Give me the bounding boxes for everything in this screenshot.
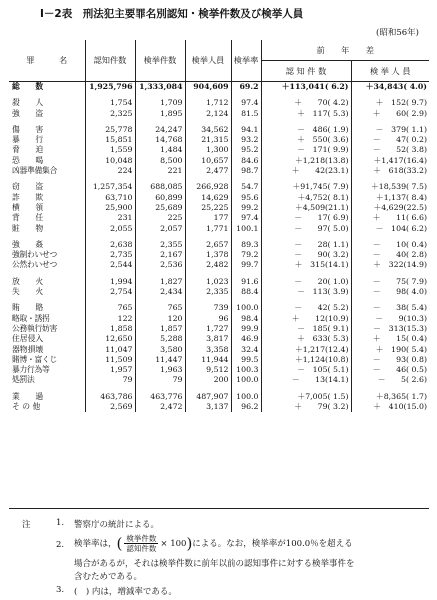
rate-cell: 79.2	[231, 250, 261, 260]
persons-cell: 3,358	[185, 345, 231, 355]
crime-name-cell	[9, 402, 85, 412]
recognized-cell: 1,858	[85, 324, 135, 334]
diff-persons-cell: ＋4,629(22.5)	[373, 202, 427, 212]
diff-recognized-cell: － 20( 1.0)	[261, 277, 351, 287]
cleared-cell: 1,857	[135, 324, 185, 334]
persons-cell: 1,771	[185, 224, 231, 234]
persons-cell: 3,137	[185, 402, 231, 412]
persons-cell: 2,477	[185, 166, 231, 176]
rate-cell: 54.7	[231, 182, 261, 192]
diff-recognized-cell: － 28( 1.1)	[261, 240, 351, 250]
crime-name: 傷 害	[12, 124, 44, 134]
table-row	[9, 182, 429, 192]
table-body	[9, 82, 429, 413]
table-row	[9, 166, 429, 176]
cleared-cell: 1,484	[135, 145, 185, 155]
rate-cell: 100.0	[231, 303, 261, 313]
recognized-cell: 2,638	[85, 240, 135, 250]
table-row	[9, 260, 429, 270]
diff-recognized-cell: ＋ 42(23.1)	[261, 166, 351, 176]
crime-name: 器物損壊	[12, 344, 44, 354]
cleared-cell: 2,536	[135, 260, 185, 270]
diff-recognized-cell: ＋ 550( 3.6)	[261, 135, 351, 145]
crime-name-cell	[9, 392, 85, 402]
recognized-cell: 11,047	[85, 345, 135, 355]
table-row	[9, 303, 429, 313]
year-note: (昭和56年)	[376, 28, 419, 38]
recognized-cell: 79	[85, 375, 135, 385]
cleared-cell: 5,288	[135, 334, 185, 344]
diff-persons-cell: － 313(15.3)	[373, 323, 427, 333]
cleared-cell: 24,247	[135, 125, 185, 135]
table-row	[9, 240, 429, 250]
persons-cell: 904,609	[185, 82, 231, 93]
fraction-denominator: 認知件数	[126, 544, 157, 553]
persons-cell: 266,928	[185, 182, 231, 192]
recognized-cell: 12,650	[85, 334, 135, 344]
note-2-suffix: による。なお，検挙率が100.0％を超える	[192, 539, 353, 549]
table-row	[9, 125, 429, 135]
table-row	[9, 98, 429, 108]
crime-name-cell	[9, 277, 85, 287]
crime-name: 暴 行	[12, 135, 44, 145]
crime-name-cell	[9, 250, 85, 260]
table-row	[9, 135, 429, 145]
crime-name-cell	[9, 166, 85, 176]
rate-cell: 100.0	[231, 392, 261, 402]
crime-name-cell	[9, 145, 85, 155]
table-row	[9, 156, 429, 166]
diff-recognized-cell: － 90( 3.2)	[261, 250, 351, 260]
recognized-cell: 231	[85, 213, 135, 223]
persons-cell: 1,300	[185, 145, 231, 155]
crime-name: 暴力行為等	[12, 365, 50, 375]
crime-name-cell	[9, 314, 85, 324]
crime-name: 公務執行妨害	[12, 323, 57, 333]
recognized-cell: 63,710	[85, 193, 135, 203]
rate-cell: 93.2	[231, 135, 261, 145]
persons-cell: 1,023	[185, 277, 231, 287]
recognized-cell: 1,957	[85, 365, 135, 375]
table-row	[9, 314, 429, 324]
cleared-cell: 1,963	[135, 365, 185, 375]
header-diff-recognized: 認 知 件 数	[261, 61, 351, 82]
diff-persons-cell: － 52( 3.8)	[372, 145, 427, 155]
cleared-cell: 1,709	[135, 98, 185, 108]
cleared-cell: 463,776	[135, 392, 185, 402]
table-row	[9, 345, 429, 355]
diff-recognized-cell: － 42( 5.2)	[261, 303, 351, 313]
diff-recognized-cell: ＋7,005( 1.5)	[261, 392, 351, 402]
diff-recognized-cell: ＋ 633( 5.3)	[261, 334, 351, 344]
crime-name-cell	[9, 82, 85, 93]
diff-persons-cell: － 46( 0.5)	[372, 365, 427, 375]
crime-name: 強制わいせつ	[12, 250, 57, 260]
crime-name: 住居侵入	[12, 334, 44, 344]
persons-cell: 1,712	[185, 98, 231, 108]
note-2-line-1: 検挙率は，( $\frac{\text{検挙件数}}{\text{認知件数}}$ × 100)による。なお，検挙率が100.0％を超える	[74, 534, 353, 553]
diff-recognized-cell: ＋1,218(13.8)	[261, 156, 351, 166]
recognized-cell: 1,994	[85, 277, 135, 287]
diff-recognized-cell: ＋ 12(10.9)	[261, 314, 351, 324]
note-2-line-3: 含むためである。	[74, 572, 143, 582]
rate-cell: 32.4	[231, 345, 261, 355]
crime-name: 横 領	[12, 202, 44, 212]
header-persons: 検挙人員	[185, 40, 231, 82]
rate-cell: 84.6	[231, 156, 261, 166]
crime-name-cell	[9, 224, 85, 234]
crime-name-cell	[9, 355, 85, 365]
diff-recognized-cell: ＋4,752( 8.1)	[261, 193, 351, 203]
diff-persons-cell: ＋8,365( 1.7)	[375, 391, 427, 401]
crime-name-cell	[9, 125, 85, 135]
diff-recognized-cell: ＋ 315(14.1)	[261, 260, 351, 270]
crime-name-cell	[9, 98, 85, 108]
note-3-number: 3.	[56, 585, 65, 595]
recognized-cell: 2,569	[85, 402, 135, 412]
diff-recognized-cell: － 185( 9.1)	[261, 324, 351, 334]
crime-name-cell	[9, 203, 85, 213]
persons-cell: 21,315	[185, 135, 231, 145]
table-row	[9, 402, 429, 412]
diff-persons-cell: ＋1,137( 8.4)	[375, 192, 427, 202]
cleared-cell: 225	[135, 213, 185, 223]
cleared-cell: 1,895	[135, 109, 185, 119]
diff-persons-cell: － 10( 0.4)	[372, 239, 427, 249]
table-title: I－2表 刑法犯主要罪名別認知・検挙件数及び検挙人員	[40, 8, 304, 20]
crime-name: 凶器準備集合	[12, 166, 57, 176]
cleared-cell: 1,333,084	[135, 82, 185, 93]
diff-recognized-cell: － 486( 1.9)	[261, 125, 351, 135]
header-crime: 罪 名	[9, 40, 85, 82]
cleared-cell: 2,167	[135, 250, 185, 260]
cleared-cell: 765	[135, 303, 185, 313]
diff-persons-cell: ＋ 410(15.0)	[373, 402, 427, 412]
crime-name-cell	[9, 193, 85, 203]
rate-cell: 91.6	[231, 277, 261, 287]
cleared-cell: 2,057	[135, 224, 185, 234]
crime-name: 強 盗	[12, 108, 44, 118]
crime-name-cell	[9, 365, 85, 375]
rate-cell: 96.2	[231, 402, 261, 412]
crime-name: 業 過	[12, 391, 44, 401]
rate-cell: 98.7	[231, 166, 261, 176]
recognized-cell: 10,048	[85, 156, 135, 166]
rate-cell: 81.5	[231, 109, 261, 119]
cleared-cell: 120	[135, 314, 185, 324]
diff-persons-cell: － 379( 1.1)	[375, 124, 427, 134]
crime-name: 窃 盗	[12, 182, 44, 192]
crime-name-cell	[9, 324, 85, 334]
cleared-cell: 79	[135, 375, 185, 385]
diff-persons-cell: ＋ 152( 9.7)	[375, 98, 427, 108]
persons-cell: 2,657	[185, 240, 231, 250]
diff-persons-cell: ＋ 618(33.2)	[373, 166, 427, 176]
fraction-numerator: 検挙件数	[126, 534, 157, 543]
note-2-number: 2.	[56, 540, 65, 550]
diff-persons-cell: ＋ 322(14.9)	[373, 260, 427, 270]
diff-recognized-cell: ＋1,217(12.4)	[261, 345, 351, 355]
cleared-cell: 3,580	[135, 345, 185, 355]
recognized-cell: 463,786	[85, 392, 135, 402]
diff-persons-cell: － 98( 4.0)	[372, 287, 427, 297]
persons-cell: 200	[185, 375, 231, 385]
header-cleared: 検挙件数	[135, 40, 185, 82]
fraction-multiplier: × 100	[160, 539, 187, 549]
rate-cell: 99.7	[231, 260, 261, 270]
recognized-cell: 2,544	[85, 260, 135, 270]
table-row	[9, 203, 429, 213]
crime-name: 賍 物	[12, 223, 44, 233]
crime-name-cell	[9, 182, 85, 192]
crime-name: 詐 欺	[12, 192, 44, 202]
header-diff-group: 前 年 差	[261, 40, 429, 61]
crime-name: 強 姦	[12, 239, 44, 249]
diff-persons-cell: ＋1,417(16.4)	[373, 155, 427, 165]
recognized-cell: 25,778	[85, 125, 135, 135]
crime-name: そ の 他	[12, 402, 41, 412]
table-row	[9, 109, 429, 119]
rate-cell: 94.1	[231, 125, 261, 135]
rate-cell: 99.5	[231, 355, 261, 365]
persons-cell: 3,817	[185, 334, 231, 344]
table-row	[9, 375, 429, 385]
persons-cell: 9,512	[185, 365, 231, 375]
recognized-cell: 2,055	[85, 224, 135, 234]
diff-recognized-cell: － 13(14.1)	[261, 375, 351, 385]
note-label: 注	[22, 520, 31, 530]
cleared-cell: 25,689	[135, 203, 185, 213]
table-bottom-rule	[9, 508, 429, 509]
recognized-cell: 2,325	[85, 109, 135, 119]
persons-cell: 1,727	[185, 324, 231, 334]
table-row	[9, 355, 429, 365]
crime-name: 失 火	[12, 287, 44, 297]
diff-recognized-cell: ＋91,745( 7.9)	[261, 182, 351, 192]
table-row	[9, 213, 429, 223]
persons-cell: 1,378	[185, 250, 231, 260]
diff-persons-cell: － 38( 5.4)	[372, 303, 427, 313]
table-row	[9, 82, 429, 93]
note-1-text: 警察庁の統計による。	[74, 520, 160, 530]
persons-cell: 34,562	[185, 125, 231, 135]
crime-name: 脅 迫	[12, 145, 44, 155]
note-2-line-2: 場合があるが，それは検挙件数に前年以前の認知事件に対する検挙事件を	[74, 559, 355, 569]
cleared-cell: 2,434	[135, 287, 185, 297]
recognized-cell: 11,509	[85, 355, 135, 365]
cleared-cell: 8,500	[135, 156, 185, 166]
table-row	[9, 224, 429, 234]
persons-cell: 2,124	[185, 109, 231, 119]
cleared-cell: 688,085	[135, 182, 185, 192]
recognized-cell: 1,754	[85, 98, 135, 108]
header-diff-persons: 検 挙 人 員	[351, 61, 429, 82]
crime-name-cell	[9, 213, 85, 223]
crime-name-cell	[9, 375, 85, 385]
diff-recognized-cell: ＋113,041( 6.2)	[261, 82, 351, 93]
rate-cell: 69.2	[231, 82, 261, 93]
rate-cell: 98.4	[231, 314, 261, 324]
recognized-cell: 224	[85, 166, 135, 176]
cleared-cell: 14,768	[135, 135, 185, 145]
crime-name-cell	[9, 334, 85, 344]
rate-cell: 100.1	[231, 224, 261, 234]
persons-cell: 739	[185, 303, 231, 313]
note-1-number: 1.	[56, 518, 65, 528]
diff-persons-cell: ＋ 60( 2.9)	[372, 108, 427, 118]
rate-cell: 100.0	[231, 375, 261, 385]
diff-recognized-cell: － 105( 5.1)	[261, 365, 351, 375]
crime-name-cell	[9, 287, 85, 297]
rate-cell: 97.4	[231, 98, 261, 108]
diff-persons-cell: ＋ 11( 6.6)	[372, 213, 427, 223]
table-row	[9, 365, 429, 375]
table-row	[9, 392, 429, 402]
crime-statistics-table	[9, 40, 429, 508]
table-row	[9, 287, 429, 297]
crime-name-cell	[9, 303, 85, 313]
recognized-cell: 2,754	[85, 287, 135, 297]
crime-name: 略取・誘拐	[12, 313, 50, 323]
cleared-cell: 2,472	[135, 402, 185, 412]
crime-name: 総 数	[12, 82, 44, 91]
diff-persons-cell: － 47( 0.2)	[372, 135, 427, 145]
recognized-cell: 2,735	[85, 250, 135, 260]
diff-recognized-cell: － 97( 5.0)	[261, 224, 351, 234]
recognized-cell: 1,925,796	[85, 82, 135, 93]
diff-persons-cell: ＋18,539( 7.5)	[370, 182, 427, 192]
crime-name: 恐 喝	[12, 155, 44, 165]
crime-name-cell	[9, 240, 85, 250]
crime-name: 背 任	[12, 213, 44, 223]
diff-persons-cell: － 104( 6.2)	[375, 223, 427, 233]
diff-persons-cell: － 40( 2.8)	[372, 250, 427, 260]
persons-cell: 2,335	[185, 287, 231, 297]
rate-cell: 95.6	[231, 193, 261, 203]
diff-persons-cell: ＋ 190( 5.4)	[375, 344, 427, 354]
table-row	[9, 334, 429, 344]
crime-name-cell	[9, 260, 85, 270]
header-recognized: 認知件数	[85, 40, 135, 82]
recognized-cell: 765	[85, 303, 135, 313]
crime-name-cell	[9, 345, 85, 355]
note-3-text: ( ) 内は，増減率である。	[74, 587, 177, 597]
table-row	[9, 145, 429, 155]
cleared-cell: 2,355	[135, 240, 185, 250]
recognized-cell: 1,559	[85, 145, 135, 155]
diff-recognized-cell: － 171( 9.9)	[261, 145, 351, 155]
crime-name-cell	[9, 156, 85, 166]
persons-cell: 2,482	[185, 260, 231, 270]
table-row	[9, 250, 429, 260]
diff-recognized-cell: － 17( 6.9)	[261, 213, 351, 223]
table-row	[9, 193, 429, 203]
crime-name: 処罰法	[12, 375, 35, 385]
cleared-cell: 221	[135, 166, 185, 176]
table-row	[9, 324, 429, 334]
recognized-cell: 15,851	[85, 135, 135, 145]
rate-cell: 46.9	[231, 334, 261, 344]
diff-persons-cell: ＋34,843( 4.0)	[365, 82, 427, 91]
note-2-prefix: 検挙率は，	[74, 539, 117, 549]
persons-cell: 96	[185, 314, 231, 324]
diff-persons-cell: － 9(10.3)	[375, 313, 427, 323]
rate-formula-fraction	[124, 534, 158, 553]
rate-cell: 88.4	[231, 287, 261, 297]
diff-persons-cell: － 93( 0.8)	[372, 354, 427, 364]
crime-name-cell	[9, 135, 85, 145]
diff-recognized-cell: ＋ 70( 4.2)	[261, 98, 351, 108]
recognized-cell: 122	[85, 314, 135, 324]
diff-recognized-cell: － 113( 3.9)	[261, 287, 351, 297]
crime-name: 殺 人	[12, 98, 44, 108]
crime-name: 賄 賂	[12, 303, 44, 313]
cleared-cell: 11,447	[135, 355, 185, 365]
cleared-cell: 60,899	[135, 193, 185, 203]
recognized-cell: 1,257,354	[85, 182, 135, 192]
persons-cell: 14,629	[185, 193, 231, 203]
crime-name-cell	[9, 109, 85, 119]
persons-cell: 25,225	[185, 203, 231, 213]
diff-persons-cell: － 5( 2.6)	[377, 375, 427, 385]
diff-recognized-cell: ＋ 117( 5.3)	[261, 109, 351, 119]
diff-recognized-cell: ＋1,124(10.8)	[261, 355, 351, 365]
crime-name: 賭博・富くじ	[12, 354, 57, 364]
header-rate: 検挙率	[231, 40, 261, 82]
rate-cell: 89.3	[231, 240, 261, 250]
diff-persons-cell: ＋ 15( 0.4)	[372, 334, 427, 344]
persons-cell: 11,944	[185, 355, 231, 365]
diff-persons-cell: － 75( 7.9)	[372, 276, 427, 286]
persons-cell: 10,657	[185, 156, 231, 166]
rate-cell: 95.2	[231, 145, 261, 155]
diff-recognized-cell: ＋4,509(21.1)	[261, 203, 351, 213]
rate-cell: 99.2	[231, 203, 261, 213]
cleared-cell: 1,827	[135, 277, 185, 287]
recognized-cell: 25,900	[85, 203, 135, 213]
table-row	[9, 277, 429, 287]
rate-cell: 100.3	[231, 365, 261, 375]
crime-name: 放 火	[12, 276, 44, 286]
rate-cell: 97.4	[231, 213, 261, 223]
persons-cell: 177	[185, 213, 231, 223]
rate-cell: 99.9	[231, 324, 261, 334]
diff-recognized-cell: ＋ 79( 3.2)	[261, 402, 351, 412]
crime-name: 公然わいせつ	[12, 260, 57, 270]
persons-cell: 487,907	[185, 392, 231, 402]
